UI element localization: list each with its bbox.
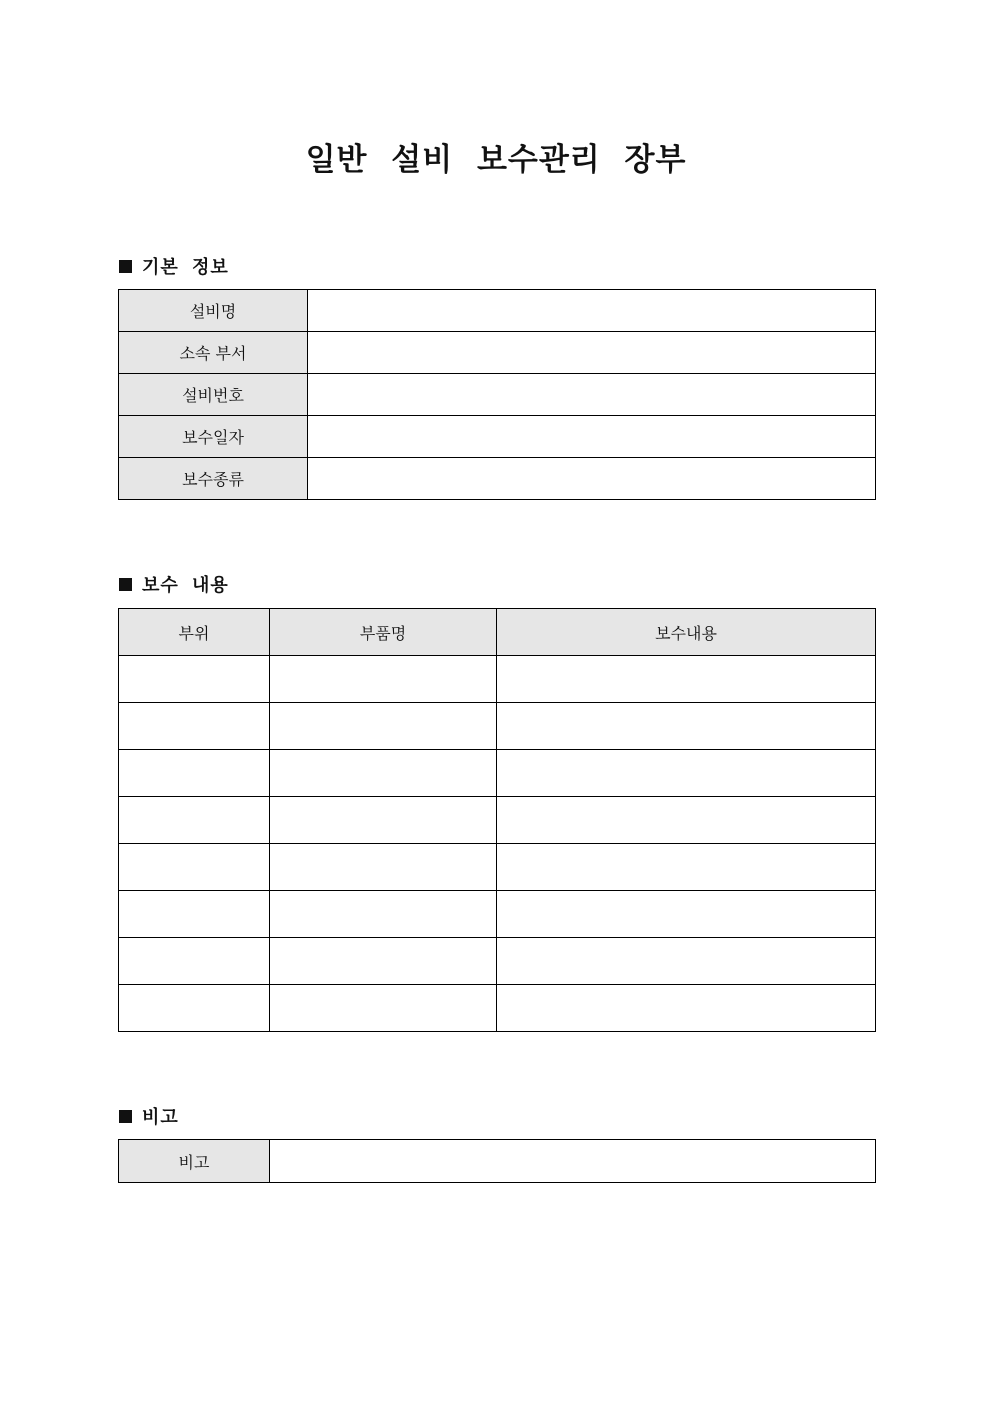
section-heading-basic-info xyxy=(118,253,229,279)
remarks-field[interactable] xyxy=(270,1140,876,1183)
row-label-department: 소속 부서 xyxy=(119,332,308,374)
page-title: 일반 설비 보수관리 장부 xyxy=(305,142,687,178)
square-bullet-icon xyxy=(118,258,134,274)
component-name-cell[interactable] xyxy=(270,985,497,1032)
component-name-cell[interactable] xyxy=(270,656,497,703)
section-heading-remarks xyxy=(118,1103,179,1129)
component-name-cell[interactable] xyxy=(270,891,497,938)
section-heading-label: 기본 정보 xyxy=(142,257,229,278)
part-cell[interactable] xyxy=(119,938,270,985)
component-name-cell[interactable] xyxy=(270,938,497,985)
equipment-name-field[interactable] xyxy=(308,290,876,332)
repair-details-table xyxy=(118,608,876,1032)
table-row xyxy=(119,332,876,374)
repair-date-field[interactable] xyxy=(308,416,876,458)
repair-content-cell[interactable] xyxy=(497,703,876,750)
repair-content-cell[interactable] xyxy=(497,797,876,844)
repair-content-cell[interactable] xyxy=(497,750,876,797)
part-cell[interactable] xyxy=(119,985,270,1032)
table-row xyxy=(119,290,876,332)
repair-content-cell[interactable] xyxy=(497,938,876,985)
part-cell[interactable] xyxy=(119,844,270,891)
component-name-cell[interactable] xyxy=(270,703,497,750)
part-cell[interactable] xyxy=(119,797,270,844)
repair-content-cell[interactable] xyxy=(497,844,876,891)
table-row xyxy=(119,891,876,938)
table-row xyxy=(119,703,876,750)
table-row xyxy=(119,1140,876,1183)
repair-content-cell[interactable] xyxy=(497,656,876,703)
component-name-cell[interactable] xyxy=(270,797,497,844)
table-header-row xyxy=(119,609,876,656)
section-heading-label: 보수 내용 xyxy=(142,575,229,596)
table-row xyxy=(119,797,876,844)
part-cell[interactable] xyxy=(119,750,270,797)
component-name-cell[interactable] xyxy=(270,750,497,797)
basic-info-table xyxy=(118,289,876,500)
square-bullet-icon xyxy=(118,1108,134,1124)
row-label-repair-date: 보수일자 xyxy=(119,416,308,458)
equipment-number-field[interactable] xyxy=(308,374,876,416)
square-bullet-icon xyxy=(118,576,134,592)
department-field[interactable] xyxy=(308,332,876,374)
table-row xyxy=(119,374,876,416)
repair-content-cell[interactable] xyxy=(497,891,876,938)
table-row xyxy=(119,416,876,458)
row-label-repair-type: 보수종류 xyxy=(119,458,308,500)
component-name-cell[interactable] xyxy=(270,844,497,891)
repair-content-cell[interactable] xyxy=(497,985,876,1032)
table-row xyxy=(119,985,876,1032)
column-header-part: 부위 xyxy=(119,609,270,656)
row-label-equipment-number: 설비번호 xyxy=(119,374,308,416)
part-cell[interactable] xyxy=(119,656,270,703)
remarks-table xyxy=(118,1139,876,1183)
table-row xyxy=(119,844,876,891)
row-label-remarks: 비고 xyxy=(119,1140,270,1183)
section-heading-label: 비고 xyxy=(142,1107,179,1128)
table-row xyxy=(119,938,876,985)
column-header-repair-content: 보수내용 xyxy=(497,609,876,656)
repair-type-field[interactable] xyxy=(308,458,876,500)
section-heading-repair-details xyxy=(118,571,229,597)
column-header-component-name: 부품명 xyxy=(270,609,497,656)
part-cell[interactable] xyxy=(119,703,270,750)
table-row xyxy=(119,656,876,703)
part-cell[interactable] xyxy=(119,891,270,938)
row-label-equipment-name: 설비명 xyxy=(119,290,308,332)
table-row xyxy=(119,458,876,500)
table-row xyxy=(119,750,876,797)
